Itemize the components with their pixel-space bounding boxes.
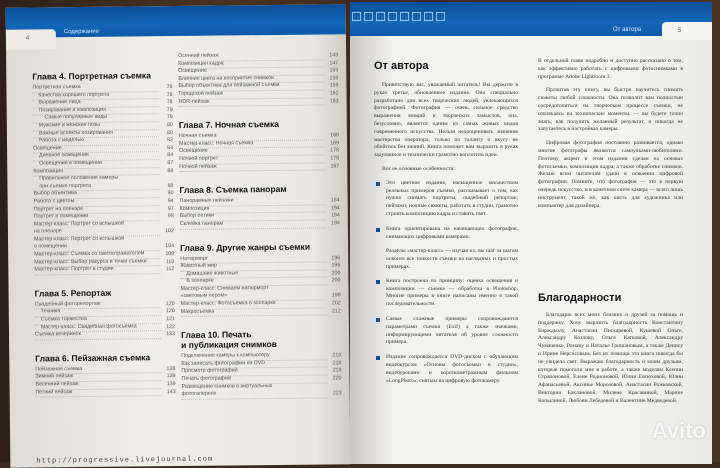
toc-entry-title: HDR-пейзаж bbox=[179, 97, 325, 107]
toc-section bbox=[179, 118, 340, 172]
toc-entry-page: 167 bbox=[325, 163, 339, 171]
chapter-title: Глава 9. Другие жанры съемки bbox=[180, 241, 340, 253]
toc-entry-title: Склейка панорам bbox=[180, 219, 326, 229]
toc-entry-title: Мастер-класс: Фотосъемка в зоопарке bbox=[181, 300, 327, 310]
toc-entry-title: Выбор объектива bbox=[34, 190, 160, 200]
toc-entry-page: 98 bbox=[160, 213, 174, 221]
paragraph: Прочитав эту книгу, вы быстро научитесь снимать сюжеты любой сложности. Она позволит вам полностью сосредоточиться на творческом процессе съемки, не отвлекаясь на технические моменты, — вы будете точно знать, как получить желаемый результат, и никогда не запутаетесь в настройках камеры. bbox=[538, 87, 683, 134]
feature-bullet: Книга построена по принципу: оценка освещения и композиции — съемка — обработка в Photoshop. Многие примеры в книге написаны именно в такой последовательности. bbox=[374, 278, 518, 309]
toc-entry-page: 87 bbox=[159, 160, 173, 168]
toc-entry-title: Весенний пейзаж bbox=[36, 380, 162, 390]
toc-entry bbox=[36, 389, 176, 398]
features-lead: Вот ее основные особенности: bbox=[374, 166, 518, 174]
toc-entry-page: 194 bbox=[326, 220, 340, 228]
chapter-title: Глава 10. Печать и публикация снимков bbox=[181, 329, 341, 351]
toc-entry-title: Важные аспекты позирования bbox=[33, 129, 159, 139]
toc-entry-page: 79 bbox=[159, 114, 173, 122]
toc-entry-title: Выражение лица bbox=[33, 98, 159, 108]
toc-entry-page: 78 bbox=[158, 84, 172, 92]
thanks-paragraph: Благодарю всех моих близких и друзей за помощь и поддержку. Хочу выразить благодарность Константину Бирждьолу, Анастасии Пискаревой, Кушевой Ольге, Александру Козлову, Ольге Катковой, Александру Чумаченко, Роману и Наталье Гришановым, а также Денису и Ирине Нерсесовым. Без их помощи эта книга никогда бы не увидела свет. Выражаю благодарность и моим друзьям, которые помогали мне в работе, а также моделям Ксении Страпоновой, Елене Родионовой, Юлии Евтюховой, Юлии Афанасьевой, Аксинье Морозовой, Анастасии Рожковской, Виктории Баклановой, Милене Красавиной, Марине Копылиной, Любови Лебедевой и Валентине Медведевой. bbox=[538, 312, 683, 406]
toc-entry-page: 220 bbox=[327, 375, 341, 383]
thanks-heading: Благодарности bbox=[538, 292, 621, 304]
toc-entry-page: 162 bbox=[324, 90, 338, 98]
toc-entry-page: 178 bbox=[325, 148, 339, 156]
toc-entry-title: Работа с цветом bbox=[34, 197, 160, 207]
toc-entry-page: 80 bbox=[159, 130, 173, 138]
toc-entry bbox=[179, 98, 339, 107]
toc-entry-title: Портрет на пленэре bbox=[34, 205, 160, 215]
feature-bullet: Это цветное издание, насыщенное множеством реальных примеров съемки, рассказывает о том, как нужно снимать портреты, свадебный репортаж, пейзажи, ночные сюжеты, работать в студии, грамотно строить композицию кадра и ставить свет. bbox=[374, 180, 518, 219]
toc-entry-title: Мужские и женские позы bbox=[33, 121, 159, 131]
toc-entry-page: 78 bbox=[158, 92, 172, 100]
toc-entry-title: Летний пейзаж bbox=[36, 388, 162, 398]
toc-entry-title: Съемка вечеринок bbox=[35, 330, 161, 340]
toc-section bbox=[181, 329, 342, 400]
masterclass-note: Разделы «мастер-класс» — изучая их, вы шаг за шагом освоите все тонкости съемки на наглядных и простых примерах. bbox=[374, 248, 518, 271]
toc-entry-page: 110 bbox=[160, 259, 174, 267]
toc-entry-page: 143 bbox=[324, 52, 338, 60]
chapter-title: Глава 7. Ночная съемка bbox=[179, 118, 339, 130]
chapter-title: Глава 8. Съемка панорам bbox=[179, 183, 339, 195]
toc-entry-title: Пейзажная съемка bbox=[35, 365, 161, 375]
footer-url: http://progressive.livejournal.com bbox=[36, 456, 213, 466]
toc-entry-title: Освещение bbox=[178, 67, 324, 77]
toc-entry-page: 163 bbox=[325, 98, 339, 106]
toc-entry-title: Правильное положение камеры при съемке портрета bbox=[33, 174, 159, 192]
toc-entry-title: Ночная съемка bbox=[179, 132, 325, 142]
toc-entry-title: Позирование и композиция bbox=[33, 106, 159, 116]
toc-entry-title: Ночной пейзаж bbox=[179, 162, 325, 172]
toc-entry-page: 196 bbox=[326, 262, 340, 270]
toc-entry-page: 122 bbox=[161, 324, 175, 332]
toc-entry-page: 194 bbox=[326, 205, 340, 213]
toc-entry-title: Выбор объектива для пейзажной съемки bbox=[178, 82, 324, 92]
toc-entry-title: Выбор оптики bbox=[180, 212, 326, 222]
toc-entry-title: Мастер-класс: Портрет в студии bbox=[34, 265, 160, 275]
toc-entry-title: Мастер-класс: Портрет со вспышкой в помещении bbox=[34, 235, 160, 253]
toc-entry-title: Мастер-класс: Ночная съемка bbox=[179, 139, 325, 149]
toc-entry-page: 88 bbox=[159, 168, 173, 176]
feature-bullet: Издание сопровождается DVD-диском с обучающим видеокурсом «Основы фотосъемки в студии», видеоуроками и короткометражным фильмом «LongPhoto», снятым на цифровую фотокамеру. bbox=[374, 354, 518, 385]
toc-entry-title: Домашние животные bbox=[180, 269, 326, 279]
page-tab bbox=[6, 29, 56, 50]
toc-entry-page: 139 bbox=[162, 381, 176, 389]
toc-entry-title: Мастер-класс: Съемка со светоотражателем bbox=[34, 250, 160, 260]
toc-entry-title: Животный мир bbox=[180, 262, 326, 272]
toc-entry-title: Мастер-класс: Свадебная фотосъемка bbox=[35, 323, 161, 333]
film-strip-decoration bbox=[352, 12, 445, 21]
toc-entry-title: Размещение снимков в виртуальных фотогалереях bbox=[182, 382, 328, 400]
toc-entry-page: 159 bbox=[324, 83, 338, 91]
toc-entry bbox=[180, 220, 340, 229]
feature-bullet: Книга ориентирована на начинающих фотографов, снимающих цифровыми камерами. bbox=[374, 226, 518, 242]
toc-entry-title: Техника bbox=[35, 308, 161, 318]
toc-entry-page: 138 bbox=[161, 366, 175, 374]
toc-entry-title: Натюрморт bbox=[180, 254, 326, 264]
toc-section bbox=[35, 352, 175, 398]
chapter-title: Глава 6. Пейзажная съемка bbox=[35, 352, 175, 363]
toc-section bbox=[180, 241, 341, 317]
toc-entry-page: 200 bbox=[326, 278, 340, 286]
toc-entry-page: 218 bbox=[327, 368, 341, 376]
toc-entry bbox=[181, 308, 341, 317]
toc-entry-page: 84 bbox=[159, 152, 173, 160]
toc-entry-page: 223 bbox=[328, 391, 342, 399]
toc-entry-title: Съемка торжества bbox=[35, 315, 161, 325]
toc-entry-page: 88 bbox=[159, 183, 173, 191]
toc-entry-page: 200 bbox=[326, 270, 340, 278]
toc-entry-title: В зоопарке bbox=[180, 277, 326, 287]
toc-column-2 bbox=[178, 52, 342, 412]
toc-entry-page: 78 bbox=[159, 99, 173, 107]
toc-entry-title: Влияние цвета на восприятие снимков bbox=[178, 74, 324, 84]
toc-section bbox=[179, 183, 339, 229]
header-band bbox=[6, 4, 346, 38]
toc-entry-title: Композиция bbox=[180, 204, 326, 214]
toc-entry-title: Качества хорошего портрета bbox=[32, 91, 158, 101]
toc-entry-title: Композиция bbox=[33, 167, 159, 177]
chapter-title: Глава 4. Портретная съемка bbox=[32, 70, 172, 81]
toc-entry-page: 121 bbox=[161, 316, 175, 324]
paragraph: Цифровая фотография постоянно развивается, однако многие фотографы являются самоучками-любителями. Поэтому акцент в этом издании сделан на основах фотосъемки, композиции кадра, а также обработке снимков. Желаю всем читателям удачи в освоении цифровой фотографии. Помните, что фотография — это в первую очередь искусство, и в конечном счете камера — всего лишь инструмент, такой же, как кисть для художника или компьютер для дизайнера. bbox=[538, 140, 683, 210]
section-tab: Содержание bbox=[64, 29, 99, 35]
toc-entry-page: 79 bbox=[159, 107, 173, 115]
toc-entry-page: 82 bbox=[159, 137, 173, 145]
toc-entry-page: 147 bbox=[324, 60, 338, 68]
toc-entry bbox=[34, 266, 174, 275]
toc-entry-title: Мастер-класс: Снимаем натюрморт «световым пером» bbox=[181, 284, 327, 302]
right-page bbox=[350, 2, 712, 464]
toc-entry-page: 120 bbox=[161, 301, 175, 309]
toc-entry-title: Работа с моделью bbox=[33, 136, 159, 146]
toc-entry bbox=[35, 331, 175, 340]
toc-entry-title: Самые популярные виды bbox=[33, 114, 159, 124]
toc-entry-title: Просмотр фотографий bbox=[181, 367, 327, 377]
toc-entry-title: Освещение в помещении bbox=[33, 159, 159, 169]
page-number: 4 bbox=[26, 36, 29, 42]
toc-section bbox=[32, 70, 174, 275]
toc-entry-title: Композиция кадра bbox=[178, 59, 324, 69]
toc-entry-page: 184 bbox=[326, 197, 340, 205]
toc-entry-page: 155 bbox=[324, 68, 338, 76]
toc-entry-title: Портретная съемка bbox=[32, 83, 158, 93]
toc-entry-page: 104 bbox=[160, 244, 174, 252]
lightroom-paragraph: В отдельной главе подробно и доступно рассказано о том, как эффективно работать с цифровыми фотоснимками в программе Adobe Lightroom 3. bbox=[538, 58, 683, 81]
toc-entry-title: Панорамные пейзажи bbox=[180, 197, 326, 207]
chapter-title: Глава 5. Репортаж bbox=[35, 287, 175, 298]
text-column-1 bbox=[374, 82, 518, 392]
toc-entry-page: 212 bbox=[327, 308, 341, 316]
toc-entry-page: 198 bbox=[327, 293, 341, 301]
thanks-column bbox=[538, 312, 683, 412]
toc-entry-page: 120 bbox=[161, 308, 175, 316]
toc-entry-page: 90 bbox=[160, 190, 174, 198]
toc-entry-page: 94 bbox=[160, 198, 174, 206]
toc-entry-page: 194 bbox=[326, 213, 340, 221]
page-number: 5 bbox=[678, 28, 681, 34]
toc-entry-page: 159 bbox=[324, 75, 338, 83]
toc-entry-title: Освещение bbox=[33, 144, 159, 154]
avito-watermark-logo: Avito bbox=[652, 418, 706, 444]
toc-entry-title: Свадебный фоторепортаж bbox=[35, 300, 161, 310]
toc-entry-page: 218 bbox=[327, 360, 341, 368]
toc-entry-title: Дневное освещение bbox=[33, 152, 159, 162]
toc-entry-page: 143 bbox=[162, 389, 176, 397]
toc-entry bbox=[182, 383, 342, 400]
toc-entry-page: 218 bbox=[327, 353, 341, 361]
feature-bullet: Самые сложные примеры сопровождаются параметрами съемки (Exif) а также значками, информирующими читателя об уровне сложности примера. bbox=[374, 316, 518, 347]
toc-section bbox=[178, 52, 339, 107]
toc-entry-title: Мастер-класс: Выбор ракурса и точки съемки bbox=[34, 258, 160, 268]
toc-entry-title: Макросъемка bbox=[181, 307, 327, 317]
toc-entry-title: Портрет в помещении bbox=[34, 212, 160, 222]
toc-entry-title: Как записать фотографии на DVD bbox=[181, 359, 327, 369]
intro-paragraph: Приветствую вас, уважаемый читатель! Вы держите в руках третье, обновленное издание. Оно специально разработано для всех творческих людей, увлекающихся фотографией. Фотография — очень сильное средство выражения эмоций и творческих замыслов, она, безусловно, является одним из самых живых видов современного искусства. Нельзя недооценивать значение мастерства оператора, только по таланту и вкусу не обойтись без знаний. Книга поможет вам выразить в рукаx задуманное и технически грамотно воплотить идеи. bbox=[374, 82, 518, 160]
toc-entry-page: 102 bbox=[160, 228, 174, 236]
toc-entry-page: 168 bbox=[325, 132, 339, 140]
left-page bbox=[6, 4, 351, 468]
toc-entry-title: Печать фотографий bbox=[181, 374, 327, 384]
toc-entry-page: 139 bbox=[161, 373, 175, 381]
page-heading: От автора bbox=[374, 60, 429, 72]
toc-entry-page: 84 bbox=[159, 145, 173, 153]
toc-entry-title: Осенний пейзаж bbox=[178, 51, 324, 61]
toc-entry-page: 196 bbox=[326, 255, 340, 263]
toc-entry-title: Зимний пейзаж bbox=[35, 373, 161, 383]
toc-entry-page: 112 bbox=[160, 266, 174, 274]
toc-entry-title: Городской пейзаж bbox=[178, 89, 324, 99]
page-tab bbox=[662, 22, 712, 40]
toc-entry-title: Мастер-класс: Портрет со вспышкой на пленэре bbox=[34, 220, 160, 238]
toc-entry-page: 169 bbox=[325, 140, 339, 148]
text-column-2 bbox=[538, 58, 683, 216]
toc-entry-page: 202 bbox=[327, 300, 341, 308]
toc-column-1 bbox=[32, 70, 176, 411]
toc-entry-page: 108 bbox=[160, 251, 174, 259]
toc-entry-page: 80 bbox=[159, 122, 173, 130]
toc-entry bbox=[179, 163, 339, 172]
toc-section bbox=[35, 287, 176, 340]
toc-entry-title: Подключение камеры к компьютеру bbox=[181, 352, 327, 362]
toc-entry-page: 133 bbox=[161, 331, 175, 339]
toc-entry-page: 97 bbox=[160, 206, 174, 214]
toc-entry-page: 178 bbox=[325, 155, 339, 163]
toc-entry-title: Ночной портрет bbox=[179, 154, 325, 164]
toc-entry-title: Освещение bbox=[179, 147, 325, 157]
section-tab: От автора bbox=[613, 27, 641, 33]
